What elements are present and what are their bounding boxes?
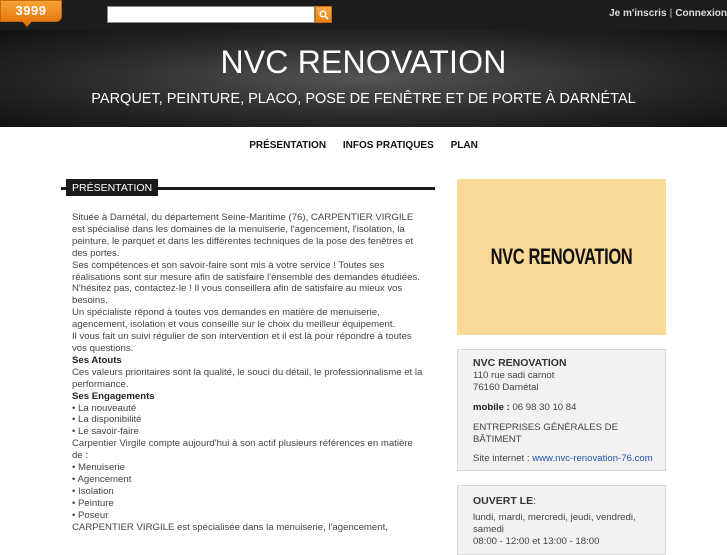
section-header <box>61 179 435 196</box>
hours-title-text: OUVERT LE <box>473 495 534 507</box>
presentation-text <box>72 212 424 533</box>
website-label: Site internet : <box>473 453 530 465</box>
account-links <box>609 8 727 19</box>
search-bar <box>107 6 332 23</box>
address-street: 110 rue sadi carnot <box>473 369 555 381</box>
list-item: • Poseur <box>72 509 109 521</box>
header-banner <box>0 30 727 127</box>
signup-link[interactable]: Je m'inscris <box>609 8 667 19</box>
company-category: ENTREPRISES GÉNÉRALES DE BÂTIMENT <box>473 421 619 445</box>
list-item: • Menuiserie <box>72 462 125 474</box>
site-subtitle: PARQUET, PEINTURE, PLACO, POSE DE FENÊTRE ET DE PORTE À DARNÉTAL <box>91 91 636 107</box>
paragraph: Située à Darnétal, du département Seine-Maritime (76), CARPENTIER VIRGILE est spécialisé dans les domaines de la menuiserie, l'agencement, l'isolation, la peinture, le parquet et dans les différentes techniques de la pose des fenêtres et des portes. <box>72 212 414 259</box>
list-item: • Isolation <box>72 485 114 497</box>
contact-card <box>457 349 666 471</box>
brand-logo-tail <box>22 21 32 27</box>
heading-atouts: Ses Atouts <box>72 354 122 366</box>
hours-title <box>473 496 658 508</box>
list-item: • Agencement <box>72 473 132 485</box>
paragraph: Un spécialiste répond à toutes vos demandes en matière de menuiserie, agencement, isolation et vous conseille sur le choix du meilleur équipement. <box>72 307 396 331</box>
mobile-number[interactable]: 06 98 30 10 84 <box>512 401 577 413</box>
search-button[interactable] <box>315 6 332 23</box>
paragraph: Carpentier Virgile compte aujourd'hui à son actif plusieurs références en matière de : <box>72 438 413 462</box>
opening-hours <box>473 496 658 548</box>
search-input[interactable] <box>107 6 315 23</box>
paragraph: N'hésitez pas, contactez-le ! Il vous conseillera afin de satisfaire au mieux vos besoins. <box>72 283 403 307</box>
main-content <box>61 179 435 196</box>
login-link[interactable]: Connexion <box>675 8 727 19</box>
account-separator: | <box>669 8 673 19</box>
list-item: • Le savoir-faire <box>72 426 139 438</box>
contact-details <box>473 358 658 465</box>
list-item: • La nouveauté <box>72 402 137 414</box>
search-icon <box>319 10 329 20</box>
company-logo-text: NVC RENOVATION <box>490 244 633 269</box>
nav-item-infos-pratiques[interactable]: INFOS PRATIQUES <box>342 140 434 151</box>
company-logo-box <box>457 179 666 335</box>
hours-title-suffix: : <box>533 495 537 507</box>
nav-item-presentation[interactable]: PRÉSENTATION <box>249 140 327 151</box>
address-city: 76160 Darnétal <box>473 381 539 393</box>
list-item: • La disponibilité <box>72 414 142 426</box>
main-nav <box>0 140 727 151</box>
site-title: NVC RENOVATION <box>220 44 507 80</box>
paragraph: CARPENTIER VIRGILE est spécialisée dans la menuiserie, l'agencement, <box>72 521 388 533</box>
paragraph: Ces valeurs prioritaires sont la qualité, le souci du détail, le professionnalisme et la performance. <box>72 366 423 390</box>
phone-row <box>473 402 658 414</box>
opening-days: lundi, mardi, mercredi, jeudi, vendredi, samedi <box>473 511 636 535</box>
paragraph: Ses compétences et son savoir-faire sont mis à votre service ! Toutes ses réalisations sont sur mesure afin de satisfaire l'ensemble des demandes étudiées. <box>72 259 420 283</box>
nav-item-plan[interactable]: PLAN <box>450 140 478 151</box>
opening-times: 08:00 - 12:00 et 13:00 - 18:00 <box>473 535 600 547</box>
section-title: PRÉSENTATION <box>66 179 158 196</box>
top-bar <box>0 0 727 30</box>
paragraph: Il vous fait un suivi régulier de son intervention et il est là pour répondre à toutes vos questions. <box>72 331 412 354</box>
website-link[interactable]: www.nvc-renovation-76.com <box>532 453 653 465</box>
company-name: NVC RENOVATION <box>473 357 567 369</box>
website-row <box>473 453 658 465</box>
list-item: • Peinture <box>72 497 114 509</box>
brand-logo[interactable]: 3999 <box>0 0 62 22</box>
heading-engagements: Ses Engagements <box>72 390 155 402</box>
mobile-label: mobile : <box>473 401 510 413</box>
